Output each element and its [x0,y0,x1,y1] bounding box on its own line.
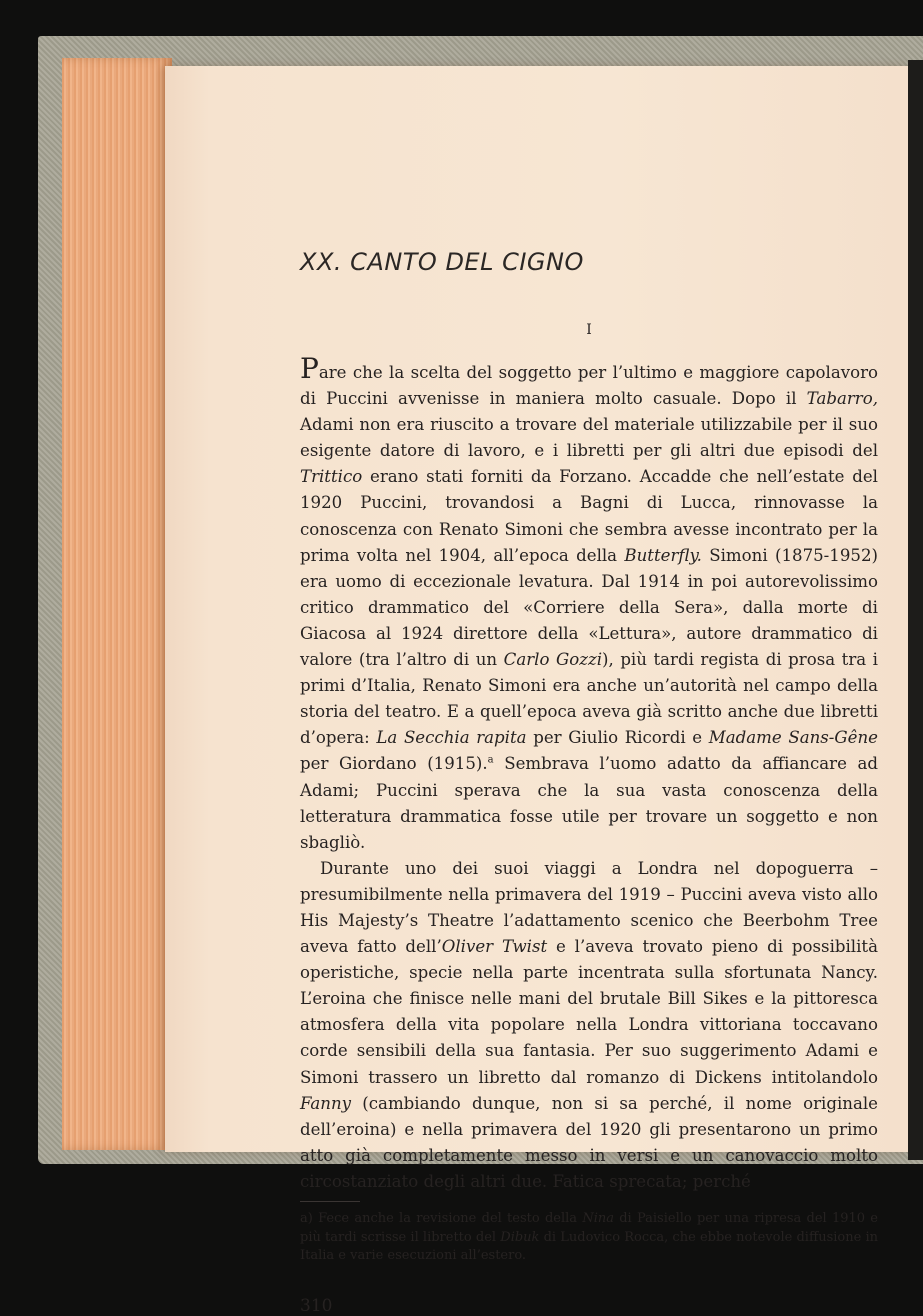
chapter-title: XX. CANTO DEL CIGNO [300,248,584,276]
italic-title: Carlo Gozzi [503,650,603,670]
text-run: e l’aveva trovato pieno di possibilità operistiche, specie nella parte incentrata sulla sfortunata Nancy. L’eroina che finisce nelle mani del brutale Bill Sikes e la pittoresca atmosfera della vita popolare nella Londra vittoriana toccavano corde sensibili della sua fantasia. Per suo suggerimento Adami e Simoni trassero un libretto dal romanzo di Dickens intitolandolo [300,937,878,1087]
italic-title: Fanny [300,1093,352,1113]
text-run: per Giordano (1915). [300,754,488,774]
text-run: erano stati forniti da Forzano. Accadde che nell’estate del 1920 Puccini, trovandosi a Bagni di Lucca, rinnovasse la conoscenza con Renato Simoni che sembra avesse incontrato per la prima volta nel 1904, all’epoca della [300,467,878,565]
text-run: are che la scelta del soggetto per l’ultimo e maggiore capolavoro di Puccini avvenisse in maniera molto casuale. Dopo il [300,363,878,409]
text-run: per Giulio Ricordi e [526,728,709,748]
text-run: Simoni (1875-1952) era uomo di eccezionale levatura. Dal 1914 in poi autorevolissimo critico drammatico del «Corriere della Sera», dalla morte di Giacosa al 1924 direttore della «Lettura», autore drammatico di valore (tra l’altro di un [300,545,878,670]
text-run: Adami non era riuscito a trovare del materiale utilizzabile per il suo esigente datore di lavoro, e i libretti per gli altri due episodi del [300,415,878,461]
text-run: di Paisiello per una ripresa del 1910 e più tardi scrisse il libretto del [300,1211,878,1245]
footnote-reference: a [487,754,494,766]
page-number: 310 [300,1295,333,1316]
paragraph-1 [300,352,879,856]
footnote [300,1210,878,1266]
text-run: (cambiando dunque, non si sa perché, il nome originale dell’eroina) e nella primavera del 1920 gli presentarono un primo atto già completamente messo in versi e un canovaccio molto circostanziato degli altri due. Fatica sprecata; perché [300,1093,878,1191]
italic-title: Tabarro, [806,389,878,409]
footnote-divider [300,1201,360,1202]
italic-title: Trittico [300,467,363,487]
italic-title: Butterfly. [624,545,702,565]
footnote-mark: a) [300,1211,313,1226]
text-run: ), più tardi regista di prosa tra i primi d’Italia, Renato Simoni era anche un’autorità nel campo della storia del teatro. E a quell’epoca aveva già scritto anche due libretti d’opera: [300,650,878,748]
text-run: di Ludovico Rocca, che ebbe notevole diffusione in Italia e varie esecuzioni all’estero. [300,1229,879,1263]
italic-title: La Secchia rapita [376,728,527,748]
page-edges [62,58,172,1150]
text-run: Durante uno dei suoi viaggi a Londra nel dopoguerra – presumibilmente nella primavera del 1919 – Puccini aveva visto allo His Majesty’s Theatre l’adattamento scenico che Beerbohm Tree aveva fatto dell’ [300,858,878,957]
italic-title: Oliver Twist [441,937,548,957]
book-spine-shadow [908,60,923,1160]
drop-cap: P [300,352,319,385]
body-text [300,352,879,1195]
italic-title: Nina [582,1211,614,1226]
italic-title: Madame Sans-Gêne [708,728,878,748]
paragraph-2 [300,856,878,1195]
italic-title: Dibuk [500,1229,540,1245]
text-run: Sembrava l’uomo adatto da affiancare ad Adami; Puccini sperava che la sua vasta conoscenza della letteratura drammatica fosse utile per trovare un soggetto e non sbagliò. [300,754,879,852]
page-content [300,248,878,1316]
section-number: I [586,322,592,338]
text-run: Fece anche la revisione del testo della [312,1211,583,1226]
